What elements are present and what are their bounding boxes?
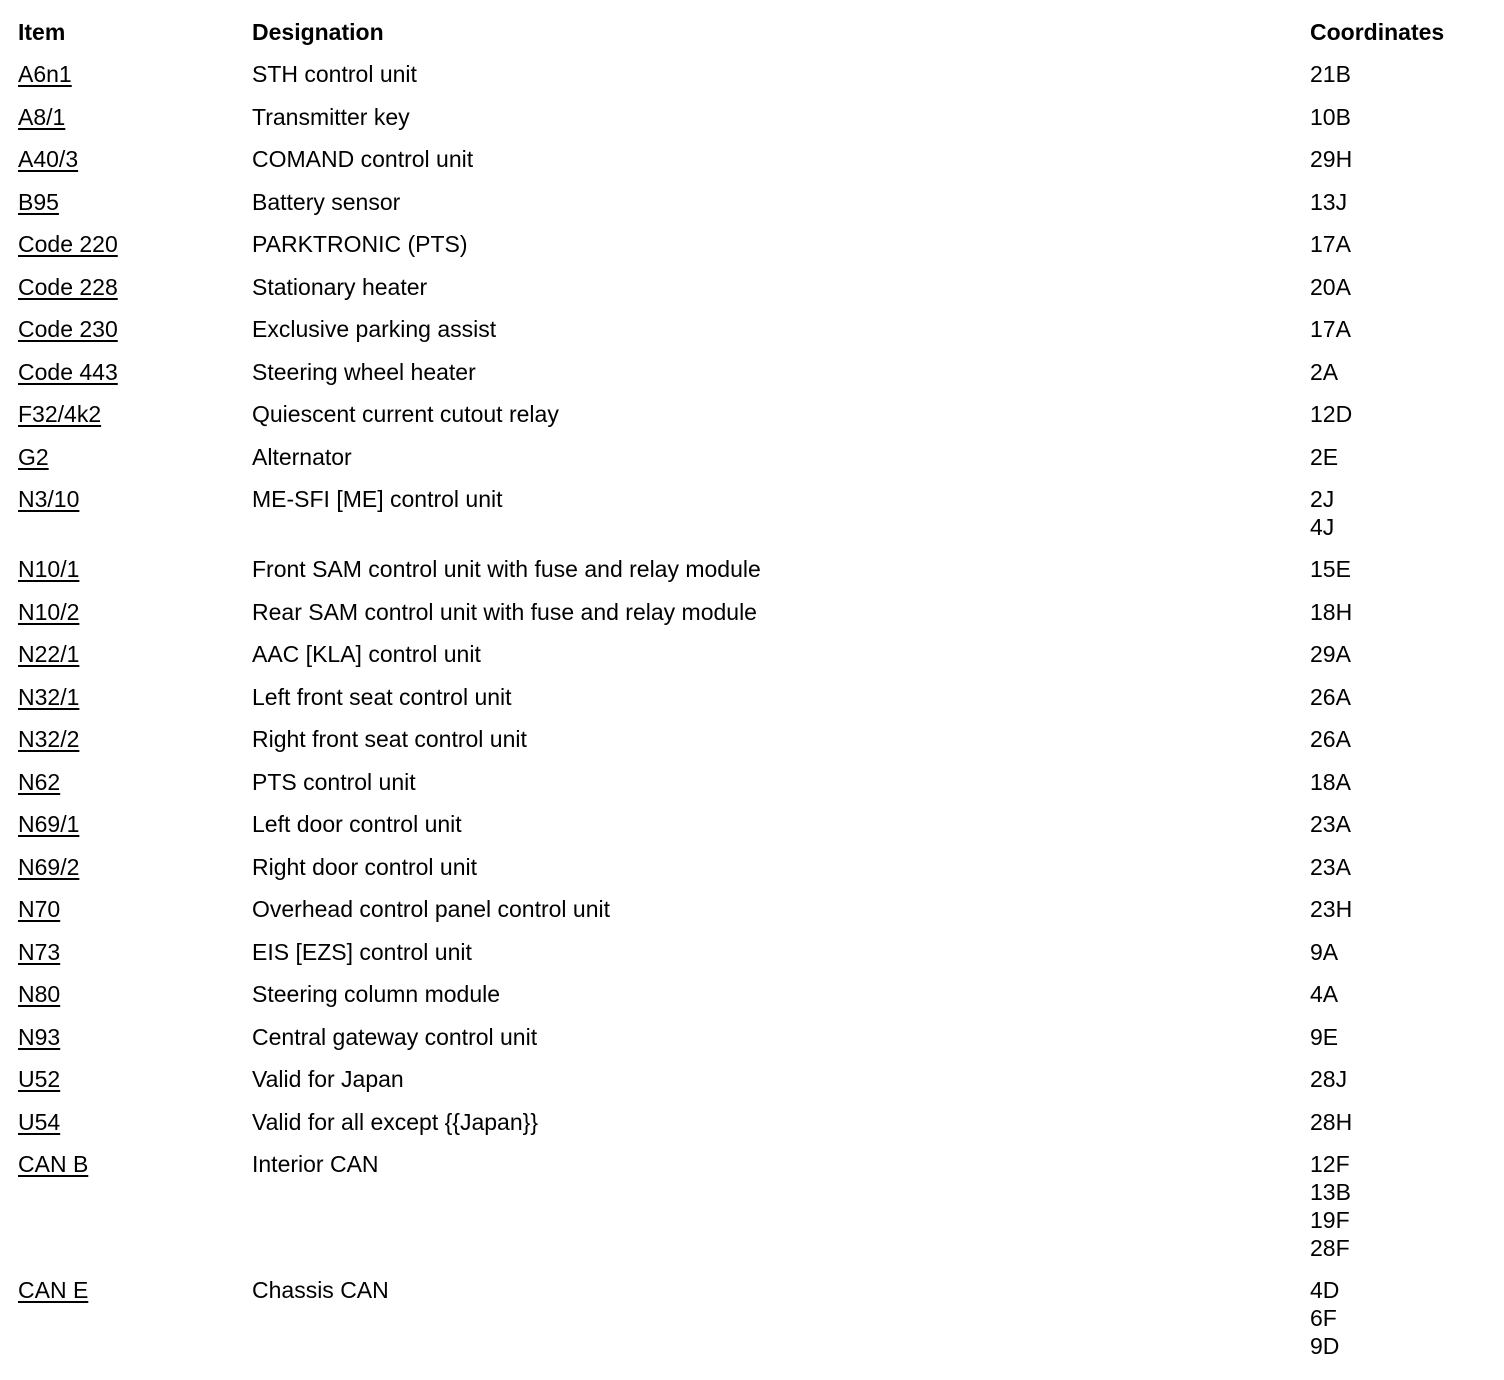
- header-designation: Designation: [252, 19, 384, 45]
- coordinate-value: 12F: [1310, 1151, 1350, 1177]
- item-cell: [18, 1108, 252, 1136]
- coordinates-cell: [1310, 103, 1488, 131]
- coordinates-cell: [1310, 598, 1488, 626]
- item-link[interactable]: N70: [18, 896, 61, 922]
- item-link[interactable]: Code 228: [18, 273, 118, 300]
- item-link[interactable]: F32/4k2: [18, 401, 102, 427]
- table-row: [18, 188, 1488, 231]
- coordinate-value: 26A: [1310, 726, 1351, 752]
- header-item: Item: [18, 19, 66, 45]
- table-row: [18, 725, 1488, 768]
- table-body: [18, 60, 1488, 1374]
- item-cell: [18, 315, 252, 343]
- item-cell: [18, 938, 252, 966]
- item-link[interactable]: Code 230: [18, 316, 118, 342]
- designation-cell: Front SAM control unit with fuse and relay module: [252, 556, 761, 582]
- coordinate-value: 26A: [1310, 683, 1351, 710]
- item-cell: [18, 1150, 252, 1178]
- coordinates-cell: [1310, 1023, 1488, 1051]
- coordinate-value: 21B: [1310, 61, 1351, 87]
- designation-cell: Overhead control panel control unit: [252, 896, 610, 922]
- coordinate-value: 17A: [1310, 231, 1351, 257]
- coordinate-value: 10B: [1310, 103, 1351, 130]
- coordinate-value: 29A: [1310, 641, 1351, 667]
- table-row: [18, 358, 1488, 401]
- item-cell: [18, 145, 252, 173]
- item-link[interactable]: U52: [18, 1066, 61, 1092]
- table-row: [18, 980, 1488, 1023]
- coordinate-value: 18A: [1310, 768, 1351, 795]
- item-link[interactable]: A8/1: [18, 103, 66, 130]
- item-link[interactable]: B95: [18, 188, 59, 215]
- item-link[interactable]: G2: [18, 443, 49, 470]
- designation-cell: Valid for all except {{Japan}}: [252, 1108, 539, 1135]
- coordinate-value: 28F: [1310, 1235, 1350, 1261]
- coordinate-value: 19F: [1310, 1207, 1350, 1233]
- item-cell: [18, 768, 252, 796]
- coordinates-cell: [1310, 400, 1488, 428]
- coordinates-cell: [1310, 1150, 1488, 1262]
- table-row: [18, 938, 1488, 981]
- coordinate-value: 17A: [1310, 316, 1351, 342]
- table-header: [18, 18, 1488, 60]
- coordinates-cell: [1310, 443, 1488, 471]
- table-row: [18, 400, 1488, 443]
- coordinates-cell: [1310, 315, 1488, 343]
- coordinate-value: 28H: [1310, 1108, 1353, 1135]
- item-cell: [18, 230, 252, 258]
- item-cell: [18, 1023, 252, 1051]
- item-cell: [18, 1065, 252, 1093]
- table-row: [18, 1023, 1488, 1066]
- table-row: [18, 273, 1488, 316]
- coordinates-cell: [1310, 980, 1488, 1008]
- coordinates-cell: [1310, 768, 1488, 796]
- designation-cell: Valid for Japan: [252, 1066, 404, 1092]
- item-cell: [18, 443, 252, 471]
- designation-cell: Central gateway control unit: [252, 1023, 538, 1050]
- item-link[interactable]: CAN B: [18, 1151, 89, 1177]
- coordinate-value: 2E: [1310, 443, 1339, 470]
- coordinate-value: 12D: [1310, 401, 1353, 427]
- designation-cell: AAC [KLA] control unit: [252, 641, 481, 667]
- item-cell: [18, 400, 252, 428]
- coordinate-value: 2J: [1310, 486, 1335, 512]
- table-row: [18, 853, 1488, 896]
- item-cell: [18, 640, 252, 668]
- designation-cell: EIS [EZS] control unit: [252, 938, 472, 965]
- coordinate-value: 28J: [1310, 1066, 1348, 1092]
- designation-cell: PTS control unit: [252, 768, 416, 795]
- coordinates-cell: [1310, 853, 1488, 881]
- item-link[interactable]: N10/1: [18, 556, 80, 582]
- item-link[interactable]: N73: [18, 938, 61, 965]
- table-row: [18, 145, 1488, 188]
- coordinates-cell: [1310, 895, 1488, 923]
- designation-cell: Battery sensor: [252, 188, 401, 215]
- item-link[interactable]: N69/2: [18, 853, 80, 880]
- coordinates-cell: [1310, 485, 1488, 541]
- item-link[interactable]: A40/3: [18, 146, 79, 172]
- designation-cell: Alternator: [252, 443, 352, 470]
- table-row: [18, 103, 1488, 146]
- coordinates-cell: [1310, 555, 1488, 583]
- item-cell: [18, 810, 252, 838]
- item-cell: [18, 598, 252, 626]
- item-link[interactable]: N69/1: [18, 811, 80, 837]
- item-link[interactable]: N32/1: [18, 683, 80, 710]
- designation-cell: Transmitter key: [252, 103, 410, 130]
- designation-cell: Chassis CAN: [252, 1277, 389, 1303]
- item-link[interactable]: U54: [18, 1108, 61, 1135]
- coordinates-cell: [1310, 60, 1488, 88]
- coordinates-cell: [1310, 358, 1488, 386]
- table-row: [18, 555, 1488, 598]
- coordinate-value: 2A: [1310, 358, 1339, 385]
- coordinate-value: 13J: [1310, 188, 1348, 215]
- table-row: [18, 683, 1488, 726]
- item-cell: [18, 683, 252, 711]
- table-row: [18, 895, 1488, 938]
- item-link[interactable]: N93: [18, 1023, 61, 1050]
- item-cell: [18, 980, 252, 1008]
- designation-cell: STH control unit: [252, 61, 417, 87]
- coordinate-value: 4J: [1310, 514, 1335, 540]
- coordinate-value: 9E: [1310, 1023, 1339, 1050]
- table-row: [18, 485, 1488, 555]
- coordinate-value: 15E: [1310, 556, 1351, 582]
- item-cell: [18, 853, 252, 881]
- designation-cell: PARKTRONIC (PTS): [252, 231, 468, 257]
- coordinate-value: 6F: [1310, 1305, 1337, 1331]
- coordinate-value: 23A: [1310, 853, 1351, 880]
- coordinates-cell: [1310, 1108, 1488, 1136]
- coordinate-value: 23H: [1310, 896, 1353, 922]
- item-cell: [18, 1276, 252, 1304]
- designation-cell: Rear SAM control unit with fuse and relay module: [252, 598, 757, 625]
- coordinate-value: 9A: [1310, 938, 1339, 965]
- designation-cell: Stationary heater: [252, 273, 428, 300]
- table-row: [18, 230, 1488, 273]
- item-cell: [18, 103, 252, 131]
- item-cell: [18, 188, 252, 216]
- item-cell: [18, 555, 252, 583]
- coordinates-cell: [1310, 725, 1488, 753]
- legend-table: [18, 18, 1488, 1374]
- item-cell: [18, 60, 252, 88]
- item-link[interactable]: N32/2: [18, 726, 80, 752]
- item-cell: [18, 273, 252, 301]
- designation-cell: Left front seat control unit: [252, 683, 512, 710]
- coordinates-cell: [1310, 145, 1488, 173]
- item-cell: [18, 358, 252, 386]
- designation-cell: Left door control unit: [252, 811, 462, 837]
- coordinates-cell: [1310, 810, 1488, 838]
- item-link[interactable]: N10/2: [18, 598, 80, 625]
- designation-cell: Steering column module: [252, 981, 501, 1007]
- coordinates-cell: [1310, 640, 1488, 668]
- coordinates-cell: [1310, 230, 1488, 258]
- coordinate-value: 29H: [1310, 146, 1353, 172]
- coordinates-cell: [1310, 188, 1488, 216]
- coordinates-cell: [1310, 273, 1488, 301]
- coordinate-value: 13B: [1310, 1179, 1351, 1205]
- designation-cell: ME-SFI [ME] control unit: [252, 486, 503, 512]
- item-cell: [18, 895, 252, 923]
- table-row: [18, 1065, 1488, 1108]
- item-link[interactable]: N80: [18, 981, 61, 1007]
- table-row: [18, 315, 1488, 358]
- table-row: [18, 1108, 1488, 1151]
- header-coordinates: Coordinates: [1310, 19, 1445, 45]
- designation-cell: COMAND control unit: [252, 146, 474, 172]
- table-row: [18, 640, 1488, 683]
- designation-cell: Exclusive parking assist: [252, 316, 497, 342]
- coordinates-cell: [1310, 1065, 1488, 1093]
- item-link[interactable]: N62: [18, 768, 61, 795]
- item-cell: [18, 485, 252, 513]
- table-row: [18, 443, 1488, 486]
- designation-cell: Right front seat control unit: [252, 726, 527, 752]
- coordinates-cell: [1310, 938, 1488, 966]
- coordinate-value: 9D: [1310, 1333, 1340, 1359]
- designation-cell: Steering wheel heater: [252, 358, 476, 385]
- item-link[interactable]: A6n1: [18, 61, 72, 87]
- coordinate-value: 4D: [1310, 1277, 1340, 1303]
- item-link[interactable]: N22/1: [18, 641, 80, 667]
- coordinate-value: 18H: [1310, 598, 1353, 625]
- table-row: [18, 768, 1488, 811]
- table-row: [18, 1276, 1488, 1374]
- table-row: [18, 1150, 1488, 1276]
- table-row: [18, 810, 1488, 853]
- coordinates-cell: [1310, 1276, 1488, 1360]
- coordinates-cell: [1310, 683, 1488, 711]
- designation-cell: Quiescent current cutout relay: [252, 401, 559, 427]
- item-link[interactable]: Code 443: [18, 358, 118, 385]
- item-link[interactable]: CAN E: [18, 1277, 89, 1303]
- coordinate-value: 20A: [1310, 273, 1351, 300]
- item-link[interactable]: Code 220: [18, 231, 118, 257]
- item-cell: [18, 725, 252, 753]
- designation-cell: Right door control unit: [252, 853, 478, 880]
- table-row: [18, 60, 1488, 103]
- table-row: [18, 598, 1488, 641]
- coordinate-value: 4A: [1310, 981, 1339, 1007]
- item-link[interactable]: N3/10: [18, 486, 80, 512]
- designation-cell: Interior CAN: [252, 1151, 379, 1177]
- coordinate-value: 23A: [1310, 811, 1351, 837]
